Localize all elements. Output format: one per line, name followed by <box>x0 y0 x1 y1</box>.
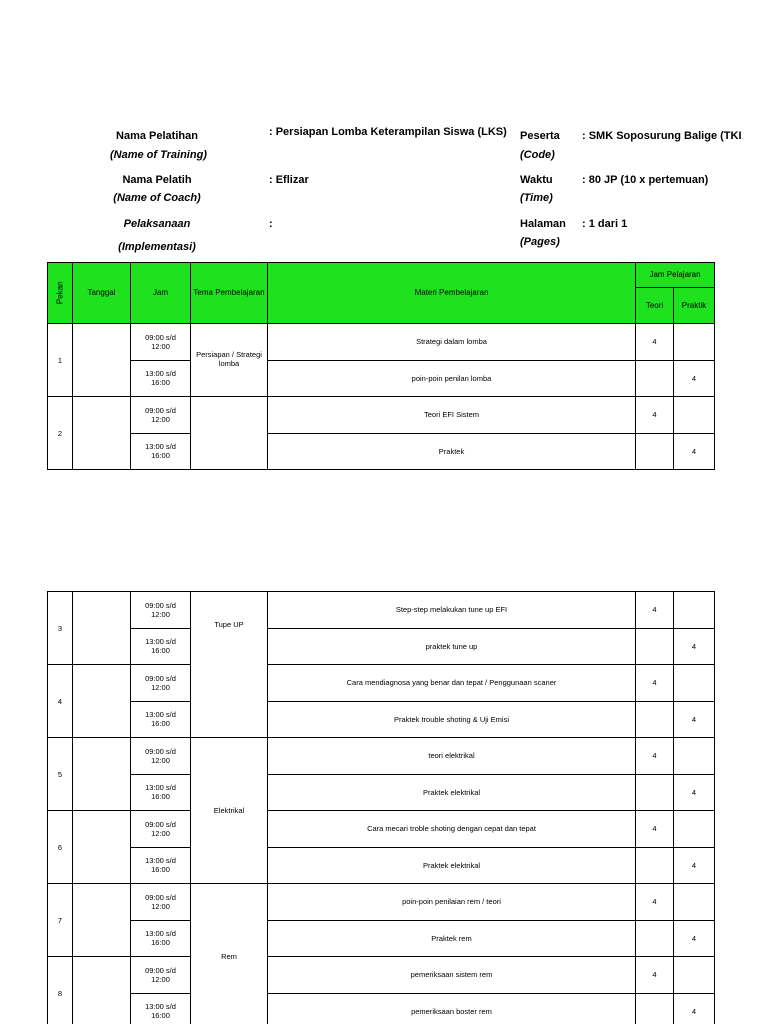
date-cell <box>73 884 131 957</box>
training-label-en: (Name of Training) <box>110 149 207 161</box>
week-number: 3 <box>48 592 73 665</box>
coach-value: : Eflizar <box>269 174 309 186</box>
week-number: 7 <box>48 884 73 957</box>
time-label-en: (Time) <box>520 192 553 204</box>
table-row <box>48 738 715 775</box>
week-number: 2 <box>48 397 73 470</box>
table-row <box>48 360 715 397</box>
theory-hours: 4 <box>636 884 674 921</box>
time-slot: 13:00 s/d 16:00 <box>131 920 191 957</box>
table-row <box>48 324 715 361</box>
pages-label-en: (Pages) <box>520 236 560 248</box>
date-cell <box>73 592 131 665</box>
theory-hours <box>636 993 674 1024</box>
table-row <box>48 774 715 811</box>
table-row <box>48 701 715 738</box>
impl-label-en: (Implementasi) <box>118 241 196 253</box>
time-value: : 80 JP (10 x pertemuan) <box>582 174 709 186</box>
theme-cell: Persiapan / Strategi lomba <box>191 324 268 397</box>
training-label: Nama Pelatihan <box>116 130 198 142</box>
pages-value: : 1 dari 1 <box>582 218 628 230</box>
time-slot: 13:00 s/d 16:00 <box>131 774 191 811</box>
week-number: 5 <box>48 738 73 811</box>
theory-hours <box>636 920 674 957</box>
material-cell: poin-poin penilan lomba <box>268 360 636 397</box>
table-row <box>48 847 715 884</box>
table-row <box>48 433 715 470</box>
material-cell: poin-poin penilaian rem / teori <box>268 884 636 921</box>
theory-hours <box>636 628 674 665</box>
material-cell: praktek tune up <box>268 628 636 665</box>
theory-hours: 4 <box>636 397 674 434</box>
time-slot: 13:00 s/d 16:00 <box>131 628 191 665</box>
practice-hours <box>674 665 715 702</box>
theory-hours: 4 <box>636 592 674 629</box>
week-number: 1 <box>48 324 73 397</box>
material-cell: Praktek rem <box>268 920 636 957</box>
theory-hours: 4 <box>636 665 674 702</box>
material-cell: Cara mecari troble shoting dengan cepat dan tepat <box>268 811 636 848</box>
practice-hours <box>674 592 715 629</box>
material-cell: Strategi dalam lomba <box>268 324 636 361</box>
time-slot: 09:00 s/d 12:00 <box>131 592 191 629</box>
theory-hours <box>636 701 674 738</box>
practice-hours: 4 <box>674 433 715 470</box>
time-label: Waktu <box>520 174 553 186</box>
practice-hours: 4 <box>674 701 715 738</box>
time-slot: 13:00 s/d 16:00 <box>131 433 191 470</box>
time-slot: 09:00 s/d 12:00 <box>131 397 191 434</box>
coach-label: Nama Pelatih <box>122 174 192 186</box>
col-theme: Tema Pembelajaran <box>191 263 268 324</box>
schedule-table-1 <box>47 262 715 470</box>
practice-hours: 4 <box>674 993 715 1024</box>
table-row <box>48 397 715 434</box>
schedule-table-2 <box>47 591 715 1024</box>
theme-cell: Tupe UP <box>191 592 268 738</box>
coach-label-en: (Name of Coach) <box>113 192 201 204</box>
time-slot: 09:00 s/d 12:00 <box>131 665 191 702</box>
time-slot: 13:00 s/d 16:00 <box>131 847 191 884</box>
col-time: Jam <box>131 263 191 324</box>
time-slot: 13:00 s/d 16:00 <box>131 993 191 1024</box>
impl-label: Pelaksanaan <box>123 218 191 230</box>
material-cell: Praktek elektrikal <box>268 847 636 884</box>
theme-cell: Elektrikal <box>191 738 268 884</box>
material-cell: pemeriksaan sistem rem <box>268 957 636 994</box>
time-slot: 09:00 s/d 12:00 <box>131 811 191 848</box>
time-slot: 13:00 s/d 16:00 <box>131 701 191 738</box>
col-date: Tanggal <box>73 263 131 324</box>
time-slot: 13:00 s/d 16:00 <box>131 360 191 397</box>
pages-label: Halaman <box>520 218 566 230</box>
material-cell: Praktek <box>268 433 636 470</box>
col-hours: Jam Pelajaran <box>636 263 715 288</box>
theme-cell <box>191 397 268 470</box>
theme-cell: Rem <box>191 884 268 1024</box>
col-week: Pekan <box>48 263 73 324</box>
theory-hours: 4 <box>636 324 674 361</box>
theory-hours: 4 <box>636 811 674 848</box>
date-cell <box>73 811 131 884</box>
table-row <box>48 884 715 921</box>
practice-hours: 4 <box>674 628 715 665</box>
theory-hours: 4 <box>636 738 674 775</box>
participant-label-en: (Code) <box>520 149 555 161</box>
practice-hours <box>674 324 715 361</box>
week-number: 4 <box>48 665 73 738</box>
col-material: Materi Pembelajaran <box>268 263 636 324</box>
time-slot: 09:00 s/d 12:00 <box>131 957 191 994</box>
theory-hours <box>636 360 674 397</box>
material-cell: Cara mendiagnosa yang benar dan tepat / Penggunaan scaner <box>268 665 636 702</box>
practice-hours: 4 <box>674 774 715 811</box>
impl-value: : <box>269 218 273 230</box>
practice-hours <box>674 884 715 921</box>
date-cell <box>73 397 131 470</box>
material-cell: Praktek elektrikal <box>268 774 636 811</box>
practice-hours: 4 <box>674 360 715 397</box>
table-row <box>48 993 715 1024</box>
week-number: 8 <box>48 957 73 1024</box>
theory-hours <box>636 433 674 470</box>
table-row <box>48 628 715 665</box>
theory-hours <box>636 847 674 884</box>
time-slot: 09:00 s/d 12:00 <box>131 884 191 921</box>
material-cell: Step-step melakukan tune up EFI <box>268 592 636 629</box>
table-row <box>48 957 715 994</box>
practice-hours <box>674 397 715 434</box>
practice-hours: 4 <box>674 920 715 957</box>
col-theory: Teori <box>636 288 674 324</box>
time-slot: 09:00 s/d 12:00 <box>131 738 191 775</box>
theory-hours: 4 <box>636 957 674 994</box>
theory-hours <box>636 774 674 811</box>
training-value: : Persiapan Lomba Keterampilan Siswa (LKS) <box>269 126 507 138</box>
table-row <box>48 665 715 702</box>
material-cell: teori elektrikal <box>268 738 636 775</box>
practice-hours <box>674 738 715 775</box>
material-cell: Teori EFI Sistem <box>268 397 636 434</box>
table-row <box>48 920 715 957</box>
date-cell <box>73 665 131 738</box>
material-cell: Praktek trouble shoting & Uji Emisi <box>268 701 636 738</box>
week-number: 6 <box>48 811 73 884</box>
time-slot: 09:00 s/d 12:00 <box>131 324 191 361</box>
col-practice: Praktik <box>674 288 715 324</box>
practice-hours <box>674 957 715 994</box>
participant-label: Peserta <box>520 130 560 142</box>
date-cell <box>73 738 131 811</box>
practice-hours <box>674 811 715 848</box>
table-row <box>48 592 715 629</box>
date-cell <box>73 324 131 397</box>
material-cell: pemeriksaan boster rem <box>268 993 636 1024</box>
table-row <box>48 811 715 848</box>
participant-value: : SMK Soposurung Balige (TKI <box>582 130 742 142</box>
practice-hours: 4 <box>674 847 715 884</box>
date-cell <box>73 957 131 1024</box>
